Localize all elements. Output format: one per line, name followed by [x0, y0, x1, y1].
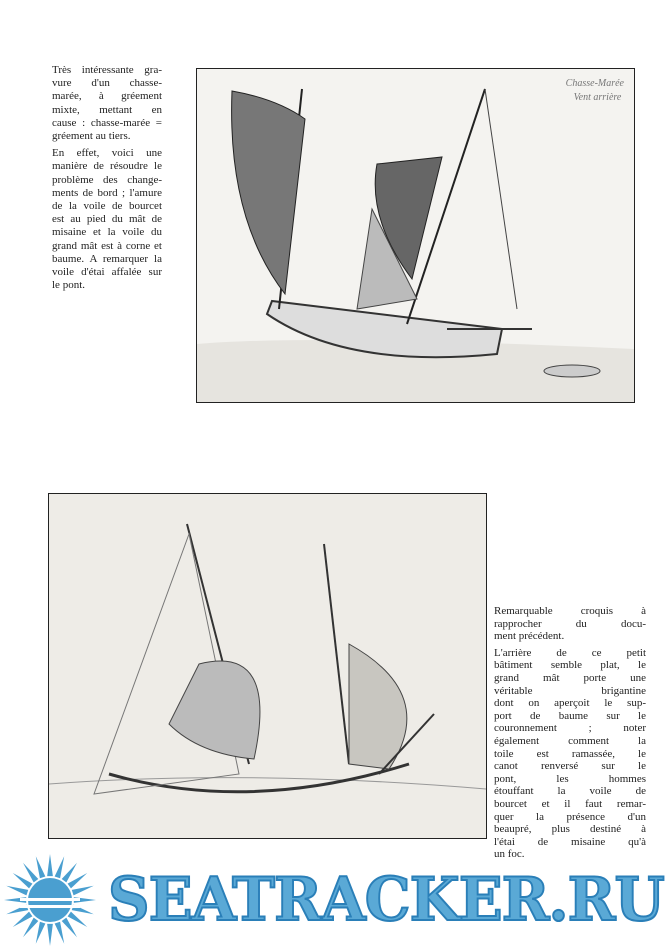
text-line: rapprocher du docu- — [494, 617, 646, 630]
text-line: ment précédent. — [494, 630, 565, 643]
sun-ray — [47, 854, 53, 876]
sun-ray — [62, 918, 77, 938]
sun-ray — [68, 873, 88, 888]
text-line: mixte, mettant en — [52, 103, 162, 116]
text-line: port de baume sur le — [494, 709, 646, 722]
text-line: canot renversé sur le — [494, 760, 646, 773]
sun-ray — [36, 922, 46, 944]
sketch-brigantine — [48, 493, 487, 839]
sun-ray — [23, 918, 38, 938]
watermark — [0, 852, 670, 948]
sun-ray — [62, 863, 77, 883]
text-line: bourcet et il faut remar- — [494, 797, 646, 810]
ship-engraving-illustration — [197, 69, 634, 402]
text-line: problème des change- — [52, 173, 162, 186]
sun-ray — [55, 922, 65, 944]
text-line: quer la présence d'un — [494, 810, 646, 823]
sun-ray — [72, 886, 94, 896]
text-line: vure d'un chasse- — [52, 77, 162, 90]
text-line: couronnement ; noter — [494, 722, 646, 735]
text-line: dont on aperçoit le sup- — [494, 697, 646, 710]
text-line: gréement au tiers. — [52, 130, 131, 143]
text-line: beaupré, plus destiné à — [494, 823, 646, 836]
watermark-text: SEATRACKER.RU — [108, 865, 664, 935]
engraving-chasse-maree — [196, 68, 635, 403]
text-line: marée, à gréement — [52, 90, 162, 103]
text-line: baume. A remarquer la — [52, 252, 162, 265]
sun-ray — [13, 912, 33, 927]
sun-ray — [68, 912, 88, 927]
text-line: étouffant la voile de — [494, 785, 646, 798]
text-line: grand mât porte une — [494, 671, 646, 684]
sun-ray — [23, 863, 38, 883]
text-line: le pont. — [52, 279, 85, 292]
ship-sketch-illustration — [49, 494, 486, 838]
text-line: En effet, voici une — [52, 147, 162, 160]
sun-ray — [55, 856, 65, 878]
text-line: Remarquable croquis à — [494, 605, 646, 617]
engraving-inscription — [566, 77, 624, 105]
sun-ray — [47, 924, 53, 946]
sun-ray — [6, 886, 28, 896]
caption-bottom — [494, 605, 646, 861]
text-line: misaine et la voile du — [52, 226, 162, 239]
text-line: véritable brigantine — [494, 684, 646, 697]
text-line: pont, les hommes — [494, 772, 646, 785]
text-line: un foc. — [494, 848, 525, 861]
sun-ray — [13, 873, 33, 888]
text-line: L'arrière de ce petit — [494, 646, 646, 659]
sun-ray — [36, 856, 46, 878]
text-line: également comment la — [494, 734, 646, 747]
text-line: manière de résoudre le — [52, 160, 162, 173]
inscription-line: Chasse-Marée — [565, 78, 624, 89]
text-line: bâtiment semble plat, le — [494, 659, 646, 672]
text-line: cause : chasse-marée = — [52, 116, 162, 129]
text-line: voile d'étai affalée sur — [52, 266, 162, 279]
text-line: de la voile de bourcet — [52, 200, 162, 213]
text-line: grand mât est à corne et — [52, 239, 162, 252]
text-line: l'étai de misaine qu'à — [494, 835, 646, 848]
caption-top — [52, 64, 162, 292]
text-line: est au pied du mât de — [52, 213, 162, 226]
text-line: Très intéressante gra- — [52, 64, 162, 76]
sun-icon — [0, 852, 100, 948]
text-line: ments de bord ; l'amure — [52, 186, 162, 199]
inscription-line: Vent arrière — [573, 92, 622, 103]
text-line: toile est ramassée, le — [494, 747, 646, 760]
